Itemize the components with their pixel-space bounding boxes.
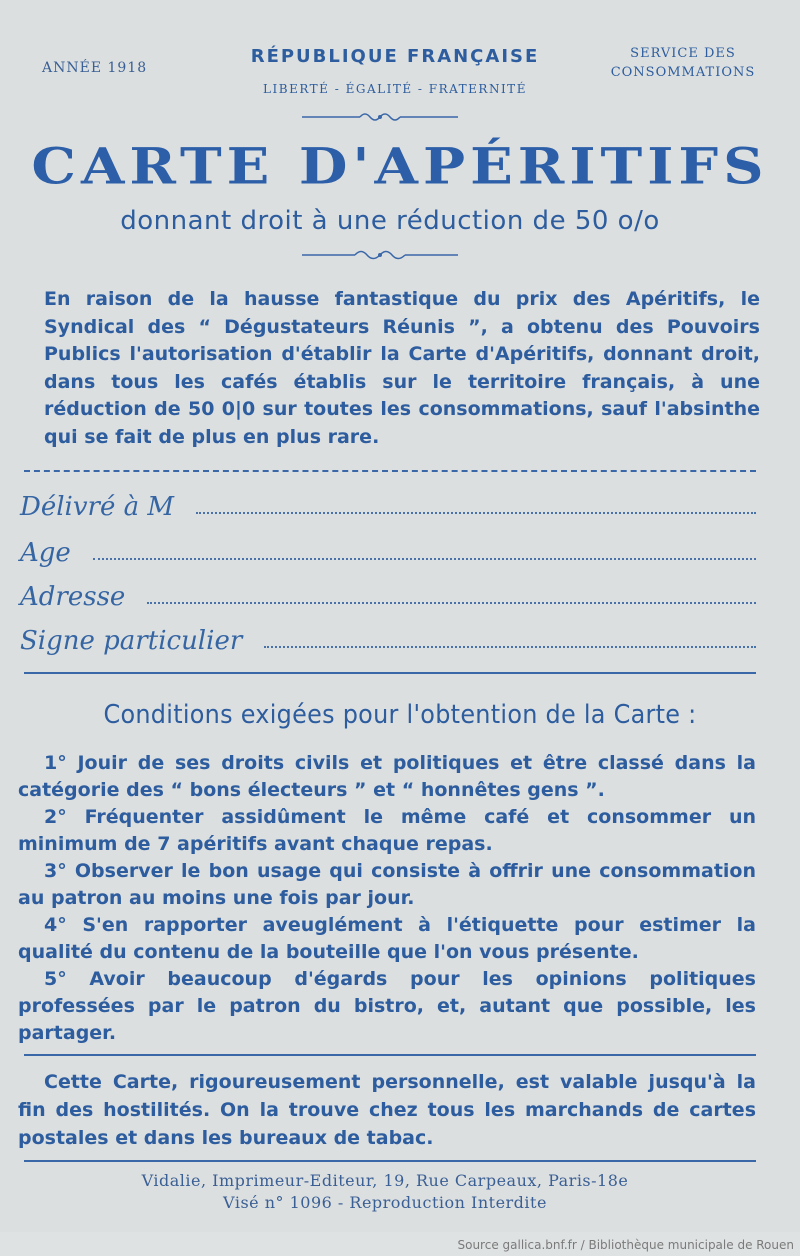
particular-sign-field[interactable]: [20, 618, 756, 656]
ornament-divider-icon: [300, 110, 460, 124]
address-label: Adresse: [20, 582, 126, 612]
service-line-2: CONSOMMATIONS: [610, 65, 756, 80]
condition-item: 1° Jouir de ses droits civils et politiques et être classé dans la catégorie des “ bons électeurs ” et “ honnêtes gens ”.: [18, 752, 756, 801]
divider: [24, 1160, 756, 1162]
condition-item: 4° S'en rapporter aveuglément à l'étiquette pour estimer la qualité du contenu de la bouteille que l'on vous présente.: [18, 914, 756, 963]
delivered-to-line[interactable]: [196, 512, 756, 514]
address-line[interactable]: [147, 602, 756, 604]
card-subtitle: donnant droit à une réduction de 50 o/o: [120, 206, 660, 236]
age-field[interactable]: [20, 530, 756, 568]
address-field[interactable]: [20, 574, 756, 612]
condition-item: 5° Avoir beaucoup d'égards pour les opinions politiques professées par le patron du bistro, et, autant que possible, les partager.: [18, 968, 756, 1044]
year-label: ANNÉE 1918: [42, 60, 148, 76]
particular-sign-label: Signe particulier: [20, 626, 243, 656]
source-credit: Source gallica.bnf.fr / Bibliothèque municipale de Rouen: [457, 1238, 794, 1252]
printer-line-1: Vidalie, Imprimeur-Editeur, 19, Rue Carpeaux, Paris-18e: [141, 1171, 629, 1190]
intro-paragraph: En raison de la hausse fantastique du prix des Apéritifs, le Syndical des “ Dégustateurs Réunis ”, a obtenu des Pouvoirs Publics l'autorisation d'établir la Carte d'Apéritifs, donnant droit, dans tous les cafés établis sur le territoire français, à une réduction de 50 0|0 sur toutes les consommations, sauf l'absinthe qui se fait de plus en plus rare.: [44, 288, 760, 448]
age-line[interactable]: [93, 558, 756, 560]
republic-heading: RÉPUBLIQUE FRANÇAISE: [250, 46, 540, 67]
conditions-list: [18, 750, 756, 1047]
motto: LIBERTÉ - ÉGALITÉ - FRATERNITÉ: [263, 82, 527, 96]
delivered-to-label: Délivré à M: [20, 492, 175, 522]
delivered-to-field[interactable]: [20, 484, 756, 522]
condition-item: 2° Fréquenter assidûment le même café et consommer un minimum de 7 apéritifs avant chaque repas.: [18, 806, 756, 855]
conditions-heading: Conditions exigées pour l'obtention de la Carte :: [103, 700, 697, 730]
printer-line-2: Visé n° 1096 - Reproduction Interdite: [223, 1193, 547, 1212]
validity-paragraph: Cette Carte, rigoureusement personnelle, est valable jusqu'à la fin des hostilités. On la trouve chez tous les marchands de cartes postales et dans les bureaux de tabac.: [18, 1071, 756, 1149]
particular-sign-line[interactable]: [264, 646, 756, 648]
divider: [24, 470, 756, 472]
age-label: Age: [20, 538, 71, 568]
condition-item: 3° Observer le bon usage qui consiste à offrir une consommation au patron au moins une fois par jour.: [18, 860, 756, 909]
ornament-divider-icon: [300, 248, 460, 262]
card-title: CARTE D'APÉRITIFS: [31, 137, 769, 197]
service-label: [598, 44, 768, 82]
divider: [24, 672, 756, 674]
printer-info: [0, 1170, 770, 1214]
divider: [24, 1054, 756, 1056]
service-line-1: SERVICE DES: [630, 46, 736, 61]
